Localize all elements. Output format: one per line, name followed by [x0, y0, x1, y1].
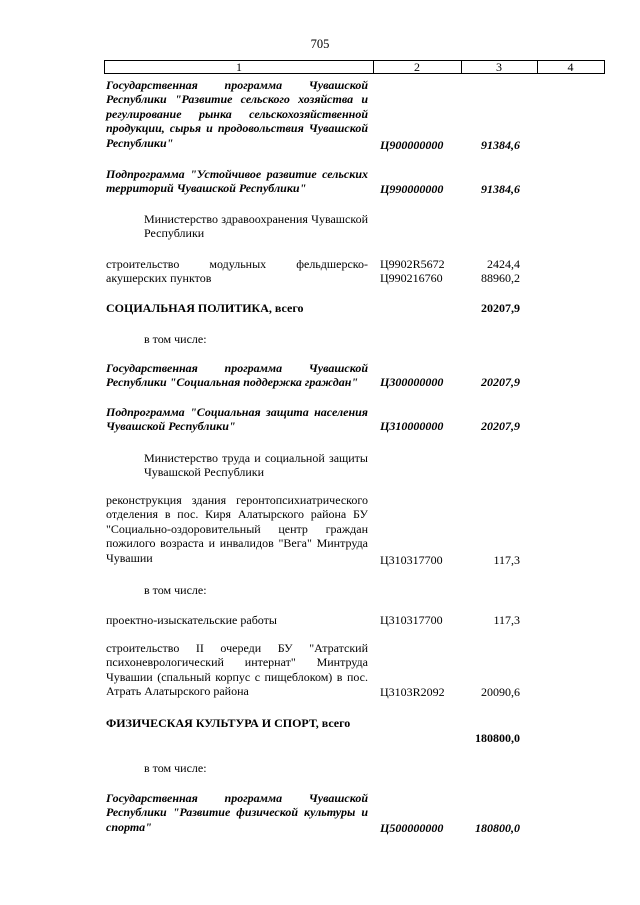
row-code: Ц3103R2092 — [380, 685, 445, 699]
row-name: ФИЗИЧЕСКАЯ КУЛЬТУРА И СПОРТ, всего — [106, 716, 351, 730]
row-name: в том числе: — [144, 583, 207, 597]
row-name: Подпрограмма "Устойчивое развитие сельских территорий Чувашской Республики" — [106, 167, 368, 196]
row-name: Государственная программа Чувашской Республики "Социальная поддержка граждан" — [106, 361, 368, 390]
column-header-1: 1 — [105, 61, 374, 73]
row-code: Ц310317700 — [380, 553, 443, 567]
row-name: СОЦИАЛЬНАЯ ПОЛИТИКА, всего — [106, 301, 304, 315]
row-code: Ц310000000 — [380, 419, 444, 433]
row-amount: 20090,6 — [481, 685, 520, 699]
row-code: Ц500000000 — [380, 821, 444, 835]
row-name: в том числе: — [144, 332, 207, 346]
column-header-4: 4 — [567, 60, 574, 74]
row-name: Подпрограмма "Социальная защита населения Чувашской Республики" — [106, 405, 368, 434]
row-code: Ц310317700 — [380, 613, 443, 627]
row-amount: 117,3 — [493, 613, 520, 627]
row-name: строительство II очереди БУ "Атратский психоневрологический интернат" Минтруда Чувашии (спальный корпус с пищеблоком) в пос. Атрать Алатырского района — [106, 641, 368, 699]
column-header-row — [104, 60, 605, 74]
row-amount: 2424,4 — [487, 257, 520, 271]
row-amount: 117,3 — [493, 553, 520, 567]
row-code: Ц9902R5672 — [380, 257, 445, 271]
row-code: Ц300000000 — [380, 375, 444, 389]
row-amount: 20207,9 — [481, 375, 520, 389]
row-code: Ц990000000 — [380, 182, 444, 196]
row-amount: 180800,0 — [475, 821, 520, 835]
row-name: Министерство здравоохранения Чувашской Республики — [144, 212, 368, 241]
row-code-2: Ц990216760 — [380, 271, 443, 285]
row-amount: 91384,6 — [481, 138, 520, 152]
row-name: Государственная программа Чувашской Республики "Развитие физической культуры и спорта" — [106, 791, 368, 834]
row-amount: 180800,0 — [475, 731, 520, 745]
row-name: реконструкция здания геронтопсихиатрического отделения в пос. Киря Алатырского района БУ "Социально-оздоровительный центр граждан пожилого возраста и инвалидов "Вега" Минтруда Чувашии — [106, 493, 368, 565]
row-name: проектно-изыскательские работы — [106, 613, 277, 627]
row-name: Министерство труда и социальной защиты Чувашской Республики — [144, 451, 368, 480]
row-name: в том числе: — [144, 761, 207, 775]
row-name: Государственная программа Чувашской Республики "Развитие сельского хозяйства и регулирование рынка сельскохозяйственной продукции, сырья и продовольствия Чувашской Республики" — [106, 78, 368, 150]
row-amount-2: 88960,2 — [481, 271, 520, 285]
column-header-2: 2 — [373, 61, 462, 73]
row-code: Ц900000000 — [380, 138, 444, 152]
row-amount: 91384,6 — [481, 182, 520, 196]
row-amount: 20207,9 — [481, 301, 520, 315]
column-header-3: 3 — [461, 61, 538, 73]
page-number: 705 — [310, 37, 330, 51]
row-amount: 20207,9 — [481, 419, 520, 433]
row-name: строительство модульных фельдшерско-акушерских пунктов — [106, 257, 368, 286]
